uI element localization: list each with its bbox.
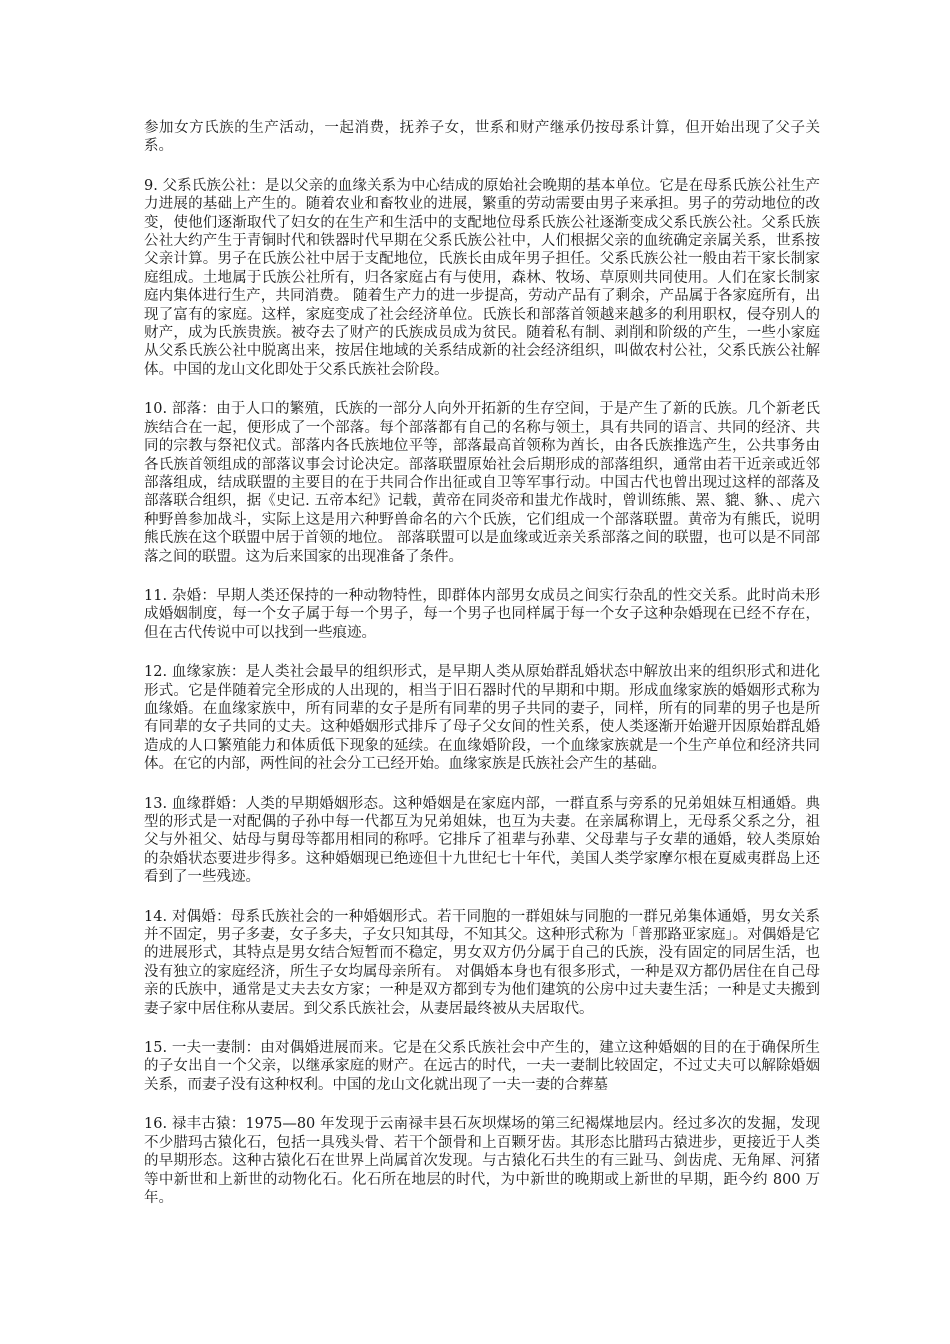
paragraph-patrilineal-clan: 9. 父系氏族公社：是以父亲的血缘关系为中心结成的原始社会晚期的基本单位。它是在母系氏族公社生产力进展的基础上产生的。随着农业和畜牧业的进展，繁重的劳动需要由男子来承担。男子的劳动地位的改变，使他们逐渐取代了妇女的在生产和生活中的支配地位母系氏族公社逐渐变成父系氏族公社。父系氏族公社大约产生于青铜时代和铁器时代早期在父系氏族公社中，人们根据父亲的血统确定亲属关系，世系按父亲计算。男子在氏族公社中居于支配地位，氏族长由成年男子担任。父系氏族公社一般由若干家长制家庭组成。土地属于氏族公社所有，归各家庭占有与使用，森林、牧场、草原则共同使用。人们在家长制家庭内集体进行生产，共同消费。 随着生产力的进一步提高，劳动产品有了剩余，产品属于各家庭所有，出现了富有的家庭。这样，家庭变成了社会经济单位。氏族长和部落首领越来越多的利用职权，侵夺别人的财产，成为氏族贵族。被夺去了财产的氏族成员成为贫民。随着私有制、剥削和阶级的产生，一些小家庭从父系氏族公社中脱离出来，按居住地域的关系结成新的社会经济组织，叫做农村公社，父系氏族公社解体。中国的龙山文化即处于父系氏族社会阶段。: [144, 177, 820, 378]
paragraph-pairing-marriage: 14. 对偶婚：母系氏族社会的一种婚姻形式。若干同胞的一群姐妹与同胞的一群兄弟集体通婚，男女关系并不固定，男子多妻，女子多夫，子女只知其母，不知其父。这种形式称为「普那路亚家庭」。对偶婚是它的进展形式，其特点是男女结合短暂而不稳定，男女双方仍分属于自己的氏族，没有固定的同居生活，也没有独立的家庭经济，所生子女均属母亲所有。 对偶婚本身也有很多形式，一种是双方都仍居住在自己母亲的氏族中，通常是丈夫去女方家；一种是双方都到专为他们建筑的公房中过夫妻生活；一种是丈夫搬到妻子家中居住称从妻居。到父系氏族社会，从妻居最终被从夫居取代。: [144, 908, 820, 1017]
document-page: [144, 119, 820, 1228]
paragraph-consanguine-family: 12. 血缘家族：是人类社会最早的组织形式，是早期人类从原始群乱婚状态中解放出来的组织形式和进化形式。它是伴随着完全形成的人出现的，相当于旧石器时代的早期和中期。形成血缘家族的婚姻形式称为血缘婚。在血缘家族中，所有同辈的女子是所有同辈的男子共同的妻子，同样，所有的同辈的男子也是所有同辈的女子共同的丈夫。这种婚姻形式排斥了母子父女间的性关系，使人类逐渐开始避开因原始群乱婚造成的人口繁殖能力和体质低下现象的延续。在血缘婚阶段，一个血缘家族就是一个生产单位和经济共同体。在它的内部，两性间的社会分工已经开始。血缘家族是氏族社会产生的基础。: [144, 664, 820, 773]
paragraph-promiscuity: 11. 杂婚：早期人类还保持的一种动物特性，即群体内部男女成员之间实行杂乱的性交关系。此时尚未形成婚姻制度，每一个女子属于每一个男子，每一个男子也同样属于每一个女子这种杂婚现在已经不存在，但在古代传说中可以找到一些痕迹。: [144, 587, 820, 641]
paragraph-continuation: 参加女方氏族的生产活动，一起消费，抚养子女，世系和财产继承仍按母系计算，但开始出现了父子关系。: [144, 120, 820, 155]
paragraph-lufeng-ape: 16. 禄丰古猿：1975—80 年发现于云南禄丰县石灰坝煤场的第三纪褐煤地层内。经过多次的发掘，发现不少腊玛古猿化石，包括一具残头骨、若干个颌骨和上百颗牙齿。其形态比腊玛古猿进步，更接近于人类的早期形态。这种古猿化石在世界上尚属首次发现。与古猿化石共生的有三趾马、剑齿虎、无角犀、河猪等中新世和上新世的动物化石。化石所在地层的时代，为中新世的晚期或上新世的早期，距今约 800 万年。: [144, 1116, 820, 1206]
paragraph-tribe: 10. 部落：由于人口的繁殖，氏族的一部分人向外开拓新的生存空间，于是产生了新的氏族。几个新老氏族结合在一起，便形成了一个部落。每个部落都有自己的名称与领土，具有共同的语言、共同的经济、共同的宗教与祭祀仪式。部落内各氏族地位平等，部落最高首领称为酋长，由各氏族推选产生，公共事务由各氏族首领组成的部落议事会讨论决定。部落联盟原始社会后期形成的部落组织，通常由若干近亲或近邻部落组成，结成联盟的主要目的在于共同合作出征或自卫等军事行动。中国古代也曾出现过这样的部落及部落联合组织，据《史记. 五帝本纪》记载，黄帝在同炎帝和蚩尤作战时，曾训练熊、罴、貔、貅、、虎六种野兽参加战斗，实际上这是用六种野兽命名的六个氏族，它们组成一个部落联盟。黄帝为有熊氏，说明熊氏族在这个联盟中居于首领的地位。 部落联盟可以是血缘或近亲关系部落之间的联盟，也可以是不同部落之间的联盟。这为后来国家的出现准备了条件。: [144, 401, 820, 565]
paragraph-monogamy: 15. 一夫一妻制：由对偶婚进展而来。它是在父系氏族社会中产生的，建立这种婚姻的目的在于确保所生的子女出自一个父亲，以继承家庭的财产。在远古的时代，一夫一妻制比较固定，不过丈夫可以解除婚姻关系，而妻子没有这种权利。中国的龙山文化就出现了一夫一妻的合葬墓: [144, 1040, 820, 1093]
paragraph-consanguine-group-marriage: 13. 血缘群婚：人类的早期婚姻形态。这种婚姻是在家庭内部，一群直系与旁系的兄弟姐妹互相通婚。典型的形式是一对配偶的子孙中每一代都互为兄弟姐妹，也互为夫妻。在亲属称谓上，无母系父系之分，祖父与外祖父、姑母与舅母等都用相同的称呼。它排斥了祖辈与孙辈、父母辈与子女辈的通婚，较人类原始的杂婚状态要进步得多。这种婚姻现已绝迹但十九世纪七十年代，美国人类学家摩尔根在夏威夷群岛上还看到了一些残迹。: [144, 795, 820, 886]
